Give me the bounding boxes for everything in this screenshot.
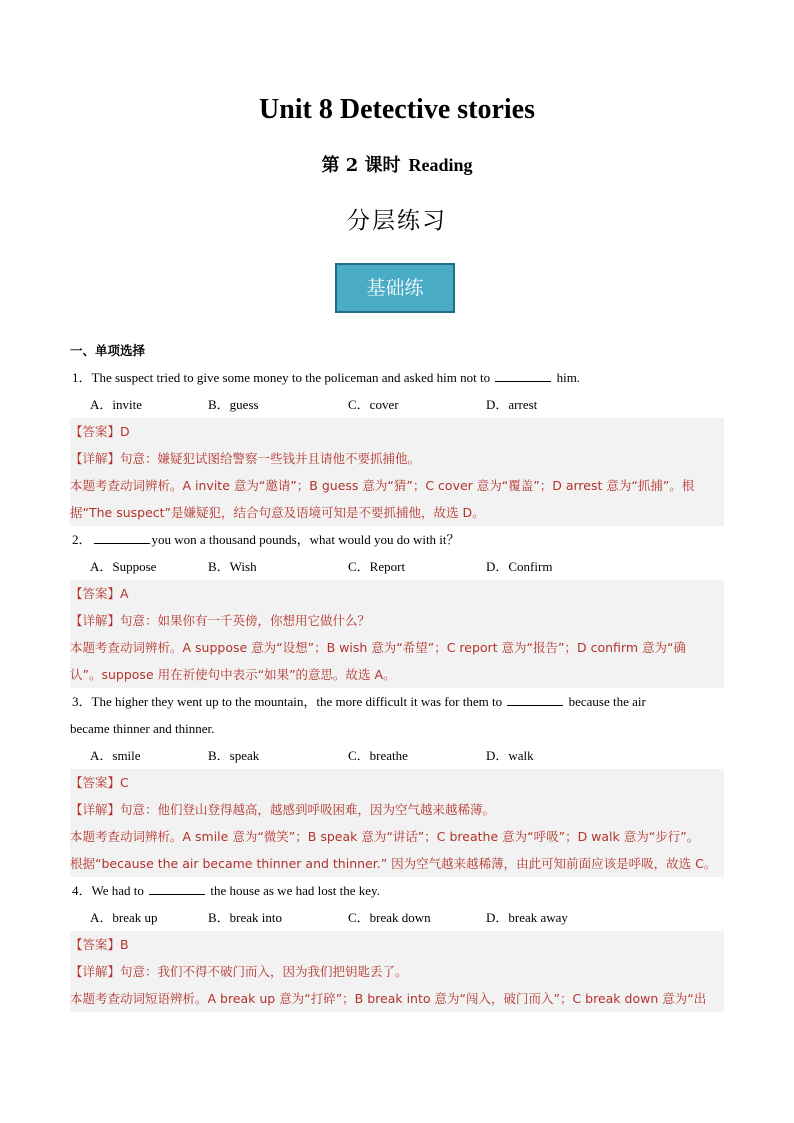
- explain-line: 认”。suppose 用在祈使句中表示“如果”的意思。故选 A。: [70, 667, 396, 682]
- explain-line: 【详解】句意：我们不得不破门而入，因为我们把钥匙丢了。: [70, 964, 408, 979]
- answer-blank: [94, 531, 150, 544]
- option-c: C．breathe: [348, 748, 408, 763]
- question-1: [70, 364, 724, 526]
- options-row: [70, 391, 724, 418]
- answer-blank: [149, 882, 205, 895]
- option-a: A．smile: [90, 748, 141, 763]
- explain-line: 本题考查动词辨析。A suppose 意为“设想”；B wish 意为“希望”；C report 意为“报告”；D confirm 意为“确: [70, 640, 686, 655]
- option-d: D．break away: [486, 910, 568, 925]
- explain-line: 【详解】句意：如果你有一千英傍，你想用它做什么？: [70, 613, 371, 628]
- explain-line: 本题考查动词辨析。A invite 意为“邀请”；B guess 意为“猜”；C cover 意为“覆盖”；D arrest 意为“抓捕”。根: [70, 478, 695, 493]
- explain-line: 根据“because the air became thinner and thinner.” 因为空气越来越稀薄，由此可知前面应该是呼吸，故选 C。: [70, 856, 717, 871]
- answer-line: 【答案】B: [70, 937, 129, 952]
- option-d: D．Confirm: [486, 559, 553, 574]
- answer-line: 【答案】A: [70, 586, 129, 601]
- option-b: B．Wish: [208, 559, 257, 574]
- stem-text: 3．The higher they went up to the mountain，the more difficult it was for them to: [72, 694, 503, 709]
- option-c: C．Report: [348, 559, 406, 574]
- answer-explanation: [70, 580, 724, 688]
- options-row: [70, 904, 724, 931]
- answer-explanation: [70, 418, 724, 526]
- lesson-subtitle: [0, 151, 794, 177]
- stem-text: you won a thousand pounds，what would you do with it？: [151, 532, 460, 547]
- lesson-number: 第 2 课时: [321, 155, 401, 176]
- exercise-content: [70, 338, 724, 1012]
- answer-line: 【答案】C: [70, 775, 129, 790]
- option-a: A．break up: [90, 910, 158, 925]
- option-c: C．cover: [348, 397, 399, 412]
- question-stem: [70, 688, 724, 715]
- explain-line: 【详解】句意：他们登山登得越高，越感到呼吸困难，因为空气越来越稀薄。: [70, 802, 496, 817]
- explain-line: 【详解】句意：嫌疑犯试图给警察一些钱并且请他不要抓捕他。: [70, 451, 421, 466]
- option-b: B．guess: [208, 397, 259, 412]
- option-d: D．arrest: [486, 397, 538, 412]
- lesson-topic: Reading: [408, 155, 473, 175]
- answer-explanation: [70, 931, 724, 1012]
- explain-line: 本题考查动词短语辨析。A break up 意为“打碎”；B break into 意为“闯入，破门而入”；C break down 意为“出: [70, 991, 707, 1006]
- question-4: [70, 877, 724, 1012]
- stem-text: 2．: [72, 532, 92, 547]
- answer-explanation: [70, 769, 724, 877]
- explain-line: 据“The suspect”是嫌疑犯，结合句意及语境可知是不要抓捕他，故选 D。: [70, 505, 485, 520]
- level-badge: 基础练: [335, 263, 455, 313]
- question-2: [70, 526, 724, 688]
- question-stem: [70, 526, 724, 553]
- document-title: Unit 8 Detective stories: [258, 94, 535, 125]
- option-b: B．speak: [208, 748, 260, 763]
- answer-blank: [495, 369, 551, 382]
- options-row: [70, 742, 724, 769]
- option-c: C．break down: [348, 910, 431, 925]
- question-stem: [70, 877, 724, 904]
- option-d: D．walk: [486, 748, 534, 763]
- stem-text: the house as we had lost the key.: [210, 883, 380, 898]
- stem-text: him.: [556, 370, 581, 385]
- stem-text: because the air: [568, 694, 646, 709]
- option-a: A．Suppose: [90, 559, 157, 574]
- option-b: B．break into: [208, 910, 283, 925]
- stem-text: 1．The suspect tried to give some money to the policeman and asked him not to: [72, 370, 491, 385]
- option-a: A．invite: [90, 397, 142, 412]
- answer-line: 【答案】D: [70, 424, 130, 439]
- answer-blank: [507, 693, 563, 706]
- question-stem-continued: became thinner and thinner.: [70, 721, 215, 736]
- explain-line: 本题考查动词辨析。A smile 意为“微笑”；B speak 意为“讲话”；C breathe 意为“呼吸”；D walk 意为“步行”。: [70, 829, 700, 844]
- exercise-heading: 分层练习: [347, 208, 447, 234]
- section-label: 一、单项选择: [70, 343, 146, 358]
- options-row: [70, 553, 724, 580]
- stem-text: 4．We had to: [72, 883, 144, 898]
- question-stem: [70, 364, 724, 391]
- question-3: [70, 688, 724, 877]
